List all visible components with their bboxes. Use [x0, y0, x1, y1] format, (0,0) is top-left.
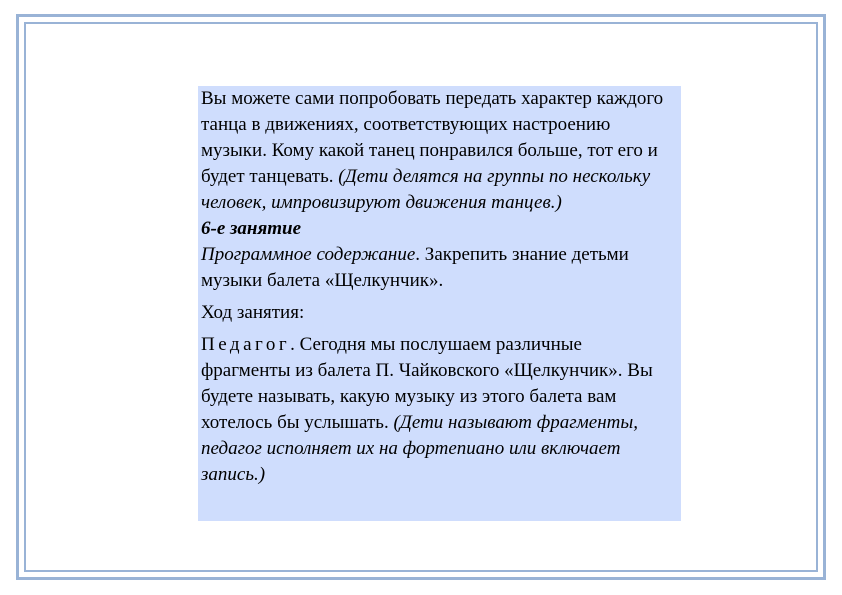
speaker-label: Педагог: [201, 334, 291, 355]
program-content-label: Программное содержание: [201, 244, 416, 265]
lesson-heading: 6-е занятие: [201, 218, 302, 239]
text-block: [198, 86, 681, 521]
paragraph-program-content: [201, 242, 675, 294]
paragraph-text: . Сегодня мы послушаем различные фрагменты из балета П. Чайковского «Щелкунчик». Вы будете называть, какую музыку из этого балета вам хотелось бы услышать.: [201, 334, 653, 433]
paragraph-text: . Закрепить знание детьми музыки балета «Щелкунчик».: [201, 244, 629, 291]
paragraph-text: Вы можете сами попробовать передать характер каждого танца в движениях, соответствующих настроению музыки. Кому какой танец понравился больше, тот его и будет танцевать.: [201, 88, 664, 187]
paragraph-italic-note: (Дети называют фрагменты, педагог исполняет их на фортепиано или включает запись.): [201, 412, 638, 485]
paragraph-italic-note: (Дети делятся на группы по нескольку человек, импровизируют движения танцев.): [201, 166, 651, 213]
paragraph-teacher-speech: [201, 332, 675, 488]
paragraph-dance-character: [201, 86, 675, 216]
lesson-course-label: Ход занятия:: [201, 302, 305, 323]
